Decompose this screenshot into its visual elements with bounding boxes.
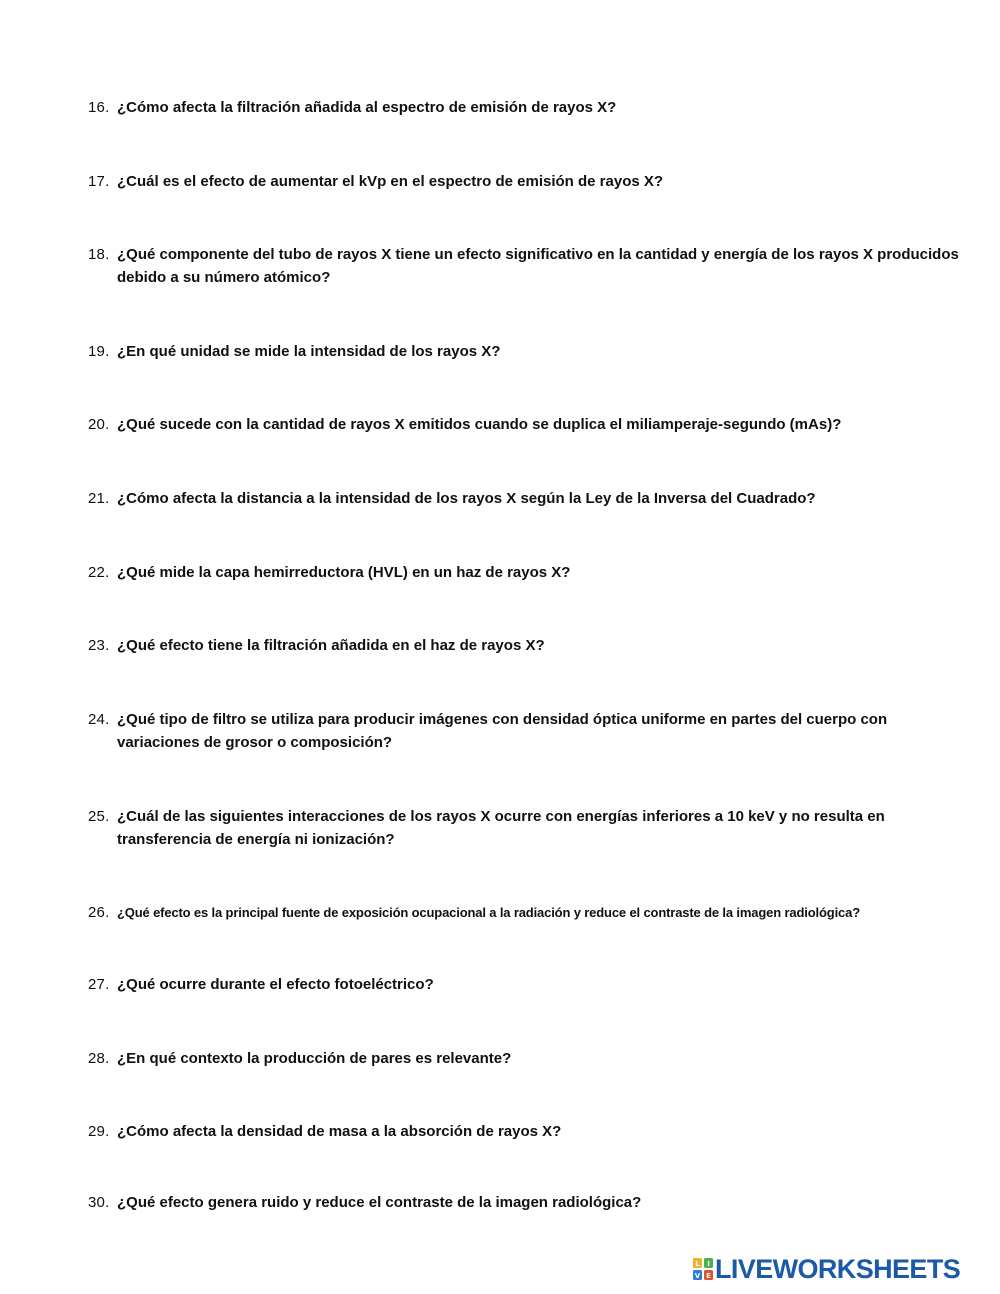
question-19	[88, 340, 968, 363]
question-25	[88, 805, 968, 851]
question-number: 27.	[88, 976, 110, 993]
question-text: ¿Qué efecto genera ruido y reduce el contraste de la imagen radiológica?	[117, 1194, 642, 1211]
svg-text:I: I	[707, 1260, 710, 1268]
question-text: ¿En qué unidad se mide la intensidad de los rayos X?	[117, 343, 501, 360]
question-number: 16.	[88, 99, 110, 116]
question-24	[88, 708, 968, 754]
question-number: 20.	[88, 416, 110, 433]
question-28	[88, 1047, 968, 1070]
question-number: 22.	[88, 564, 110, 581]
question-30	[88, 1191, 968, 1214]
question-29	[88, 1120, 968, 1143]
question-number: 17.	[88, 173, 110, 190]
question-text: ¿Cómo afecta la filtración añadida al espectro de emisión de rayos X?	[117, 99, 617, 116]
question-text: ¿Qué mide la capa hemirreductora (HVL) en un haz de rayos X?	[117, 564, 571, 581]
question-number: 23.	[88, 637, 110, 654]
question-number: 28.	[88, 1050, 110, 1067]
question-number: 29.	[88, 1123, 110, 1140]
question-21	[88, 487, 968, 510]
question-text: ¿Qué sucede con la cantidad de rayos X emitidos cuando se duplica el miliamperaje-segundo (mAs)?	[117, 416, 842, 433]
svg-text:E: E	[706, 1272, 711, 1280]
question-23	[88, 634, 968, 657]
question-number: 26.	[88, 904, 110, 921]
question-number: 18.	[88, 246, 110, 263]
question-27	[88, 973, 968, 996]
question-16	[88, 96, 968, 119]
svg-text:L: L	[695, 1260, 700, 1268]
svg-text:V: V	[694, 1272, 701, 1280]
question-number: 19.	[88, 343, 110, 360]
question-text: ¿Cómo afecta la distancia a la intensidad de los rayos X según la Ley de la Inversa del Cuadrado?	[117, 490, 816, 507]
question-number: 25.	[88, 808, 110, 825]
liveworksheets-logo	[693, 1256, 960, 1282]
question-text: ¿Qué ocurre durante el efecto fotoeléctrico?	[117, 976, 434, 993]
question-text: ¿En qué contexto la producción de pares es relevante?	[117, 1050, 512, 1067]
liveworksheets-logo-text: LIVEWORKSHEETS	[715, 1254, 961, 1284]
question-number: 24.	[88, 711, 110, 728]
question-text: ¿Cuál de las siguientes interacciones de los rayos X ocurre con energías inferiores a 10 keV y no resulta en transferencia de energía ni ionización?	[117, 808, 885, 848]
question-20	[88, 413, 968, 436]
question-text: ¿Cuál es el efecto de aumentar el kVp en el espectro de emisión de rayos X?	[117, 173, 664, 190]
question-text: ¿Cómo afecta la densidad de masa a la absorción de rayos X?	[117, 1123, 562, 1140]
question-18	[88, 243, 968, 289]
question-26	[88, 901, 988, 924]
question-17	[88, 170, 968, 193]
question-22	[88, 561, 968, 584]
liveworksheets-logo-icon	[693, 1258, 713, 1280]
question-text: ¿Qué efecto tiene la filtración añadida en el haz de rayos X?	[117, 637, 545, 654]
question-text: ¿Qué efecto es la principal fuente de exposición ocupacional a la radiación y reduce el contraste de la imagen radiológica?	[117, 905, 860, 920]
question-number: 30.	[88, 1194, 110, 1211]
question-text: ¿Qué componente del tubo de rayos X tiene un efecto significativo en la cantidad y energía de los rayos X producidos debido a su número atómico?	[117, 246, 959, 286]
question-text: ¿Qué tipo de filtro se utiliza para producir imágenes con densidad óptica uniforme en partes del cuerpo con variaciones de grosor o composición?	[117, 711, 888, 751]
question-number: 21.	[88, 490, 110, 507]
